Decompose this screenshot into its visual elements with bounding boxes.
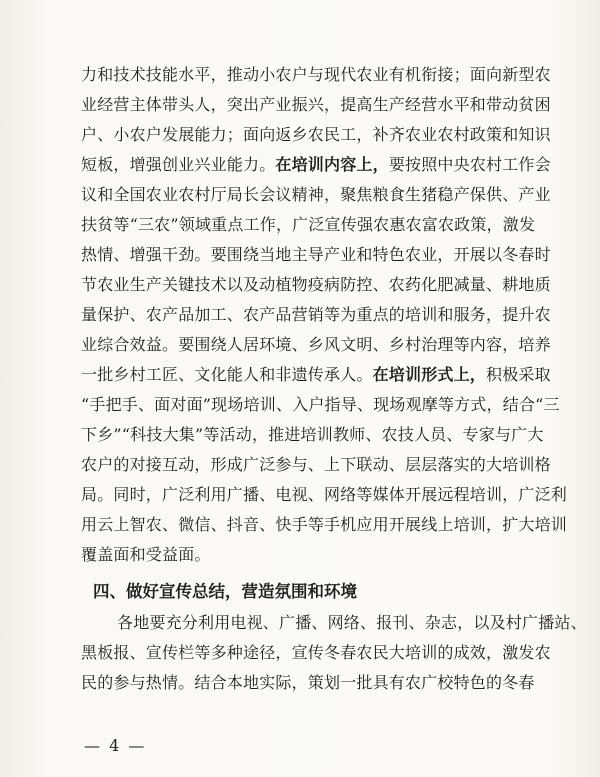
text-line: 黑板报、宣传栏等多种途径，宣传冬春农民大培训的成效，激发农 [81,643,551,662]
text-run: 一批乡村工匠、文化能人和非遗传承人。 [81,365,373,384]
text-line: 户、小农户发展能力；面向返乡农民工，补齐农业农村政策和知识 [81,125,551,144]
text-line: 用云上智农、微信、抖音、快手等手机应用开展线上培训，扩大培训 [81,515,568,534]
bold-phrase-training-form: 在培训形式上， [372,365,487,384]
text-line: 量保护、农产品加工、农产品营销等为重点的培训和服务，提升农 [81,305,551,324]
text-line: 业综合效益。要围绕人居环境、乡风文明、乡村治理等内容，培养 [81,335,551,354]
text-line: 民的参与热情。结合本地实际，策划一批具有农广校特色的冬春 [81,673,535,692]
text-line: 局。同时，广泛利用广播、电视、网络等媒体开展远程培训，广泛利 [81,485,568,504]
document-body [81,60,587,698]
text-line [81,150,551,180]
text-line: 业经营主体带头人，突出产业振兴，提高生产经营水平和带动贫困 [81,95,551,114]
text-run: 短板，增强创业兴业能力。 [81,155,276,174]
text-run: 积极采取 [486,365,551,384]
text-line: 扶贫等“三农”领域重点工作，广泛宣传强农惠农富农政策，激发 [81,215,536,234]
section-heading: 四、做好宣传总结，营造氛围和环境 [93,582,357,601]
bold-phrase-training-content: 在培训内容上， [275,155,389,174]
text-line: 下乡”“科技大集”等活动，推进培训教师、农技人员、专家与广大 [81,425,544,444]
text-line: 各地要充分利用电视、广播、网络、报刊、杂志，以及村广播站、 [117,613,587,632]
text-line: 热情、增强干劲。要围绕当地主导产业和特色农业，开展以冬春时 [81,245,551,264]
text-line [81,360,551,390]
text-line: 议和全国农业农村厅局长会议精神，聚焦粮食生猪稳产保供、产业 [81,185,551,204]
text-run: 要按照中央农村工作会 [388,155,551,174]
text-line: 农户的对接互动，形成广泛参与、上下联动、层层落实的大培训格 [81,455,551,474]
text-line: 节农业生产关键技术以及动植物疫病防控、农药化肥减量、耕地质 [81,275,551,294]
text-line: 力和技术技能水平，推动小农户与现代农业有机衔接；面向新型农 [81,65,551,84]
page-number: — 4 — [84,736,147,755]
text-line: “手把手、面对面”现场培训、入户指导、现场观摩等方式，结合“三 [81,395,560,414]
text-line: 覆盖面和受益面。 [81,545,211,564]
